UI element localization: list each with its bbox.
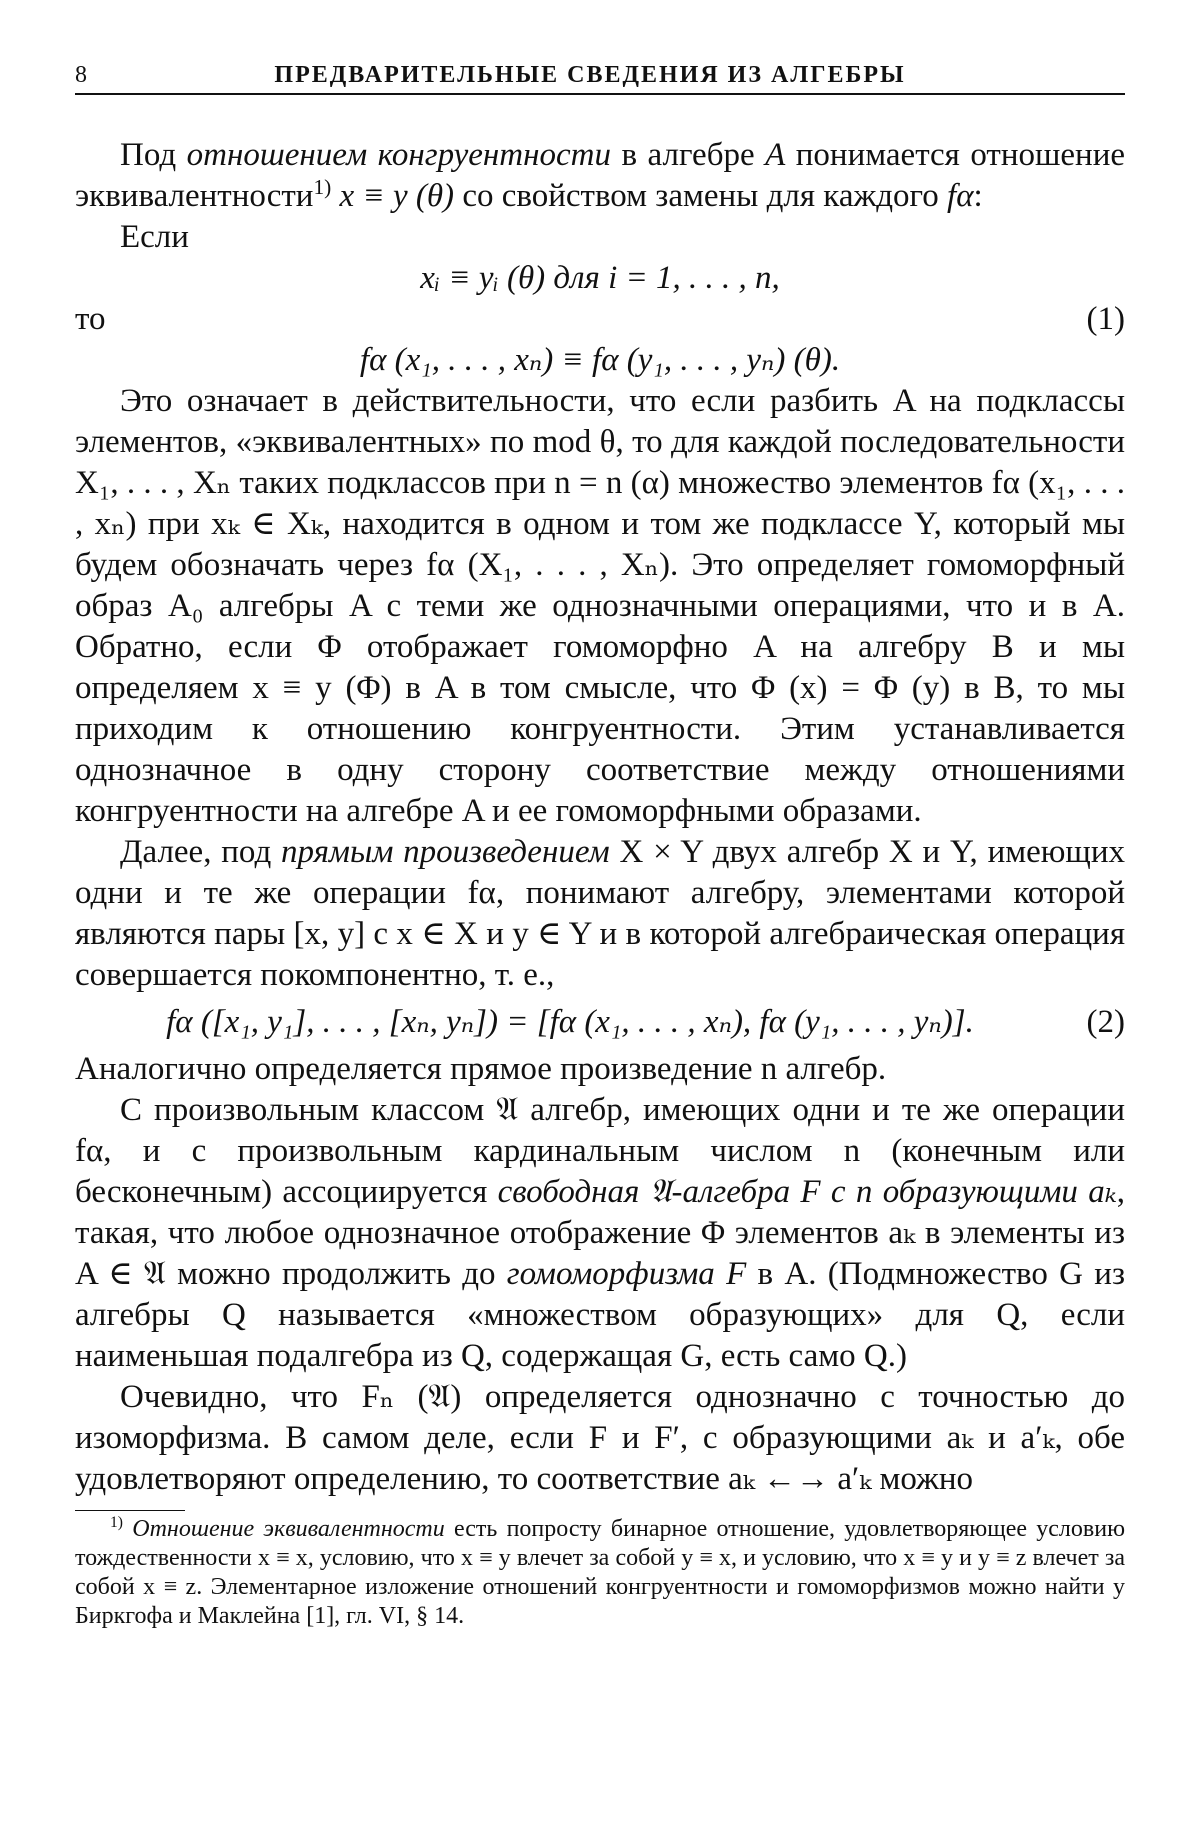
running-title: ПРЕДВАРИТЕЛЬНЫЕ СВЕДЕНИЯ ИЗ АЛГЕБРЫ	[274, 62, 906, 88]
footnote-ref: 1)	[313, 175, 332, 199]
paragraph-direct-product: Далее, под прямым произведением X × Y двух алгебр X и Y, имеющих одни и те же операции fα, понимают алгебру, элементами которой являются пары [x, y] с x ∈ X и y ∈ Y и в которой алгебраическая операция совершается покомпонентно, т. е.,	[75, 834, 1125, 993]
equation-1-line-2: fα (x₁, . . . , xₙ) ≡ fα (y₁, . . . , yₙ) (θ).	[359, 342, 841, 378]
footnote-divider	[75, 1510, 185, 1511]
paragraph-congruence-definition: Под отношением конгруентности в алгебре A понимается отношение эквивалентности$^{1)}$ x ≡ y (θ) со свойством замены для каждого fα:	[75, 137, 1126, 214]
equation-1-then-row	[75, 299, 1125, 340]
term-free-algebra: свободная 𝔄-алгебра F с n образующими aₖ	[497, 1174, 1117, 1210]
term-homomorphism: гомоморфизма F	[506, 1256, 747, 1292]
term-congruence: отношением конгруентности	[186, 137, 611, 173]
running-header	[75, 60, 1125, 95]
equation-2: fα ([x₁, y₁], . . . , [xₙ, yₙ]) = [fα (x₁, . . . , xₙ), fα (y₁, . . . , yₙ)]. (2)	[75, 1002, 1125, 1043]
equation-1-number: (1)	[1086, 301, 1125, 337]
footnote-mark: 1)	[110, 1514, 123, 1531]
equation-2-number: (2)	[1086, 1004, 1125, 1040]
term-direct-product: прямым произведением	[281, 834, 610, 870]
equation-1-line-1: xᵢ ≡ yᵢ (θ) для i = 1, . . . , n,	[420, 260, 780, 296]
then-word: то	[75, 301, 106, 337]
page-number: 8	[75, 62, 89, 88]
paragraph-free-algebra: С произвольным классом 𝔄 алгебр, имеющих одни и те же операции fα, и с произвольным кардинальным числом n (конечным или бесконечным) ассоциируется свободная 𝔄-алгебра F с n образующими aₖ, такая, что любое однозначное отображение Φ элементов aₖ в элементы из A ∈ 𝔄 можно продолжить до гомоморфизма F в A. (Подмножество G из алгебры Q называется «множеством образующих» для Q, если наименьшая подалгебра из Q, содержащая G, есть само Q.)	[75, 1092, 1125, 1374]
book-page	[75, 60, 1125, 1631]
paragraph-homomorphic-image: Это означает в действительности, что если разбить A на подклассы элементов, «эквивалентных» по mod θ, то для каждой последовательности X₁, . . . , Xₙ таких подклассов при n = n (α) множество элементов fα (x₁, . . . , xₙ) при xₖ ∈ Xₖ, находится в одном и том же подклассе Y, который мы будем обозначать через fα (X₁, . . . , Xₙ). Это определяет гомоморфный образ A₀ алгебры A с теми же однозначными операциями, что и в A. Обратно, если Φ отображает гомоморфно A на алгебру B и мы определяем x ≡ y (Φ) в A в том смысле, что Φ (x) = Φ (y) в B, то мы приходим к отношению конгруентности. Этим устанавливается однозначное в одну сторону соответствие между отношениями конгруентности на алгебре A и ее гомоморфными образами.	[75, 383, 1125, 829]
paragraph-n-algebras: Аналогично определяется прямое произведение n алгебр.	[75, 1051, 887, 1087]
footnote: $^{1)}$ Отношение эквивалентности есть попросту бинарное отношение, удовлетворяющее условию тождественности x ≡ x, условию, что x ≡ y влечет за собой y ≡ x, и условию, что x ≡ y и y ≡ z влечет за собой x ≡ z. Элементарное изложение отношений конгруентности и гомоморфизмов можно найти у Биркгофа и Маклейна [1], гл. VI, § 14.	[75, 1514, 1125, 1629]
if-word: Если	[120, 219, 189, 255]
paragraph-isomorphism: Очевидно, что Fₙ (𝔄) определяется однозначно с точностью до изоморфизма. В самом деле, если F и F′, с образующими aₖ и a′ₖ, обе удовлетворяют определению, то соответствие aₖ ←→ a′ₖ можно	[75, 1379, 1125, 1497]
